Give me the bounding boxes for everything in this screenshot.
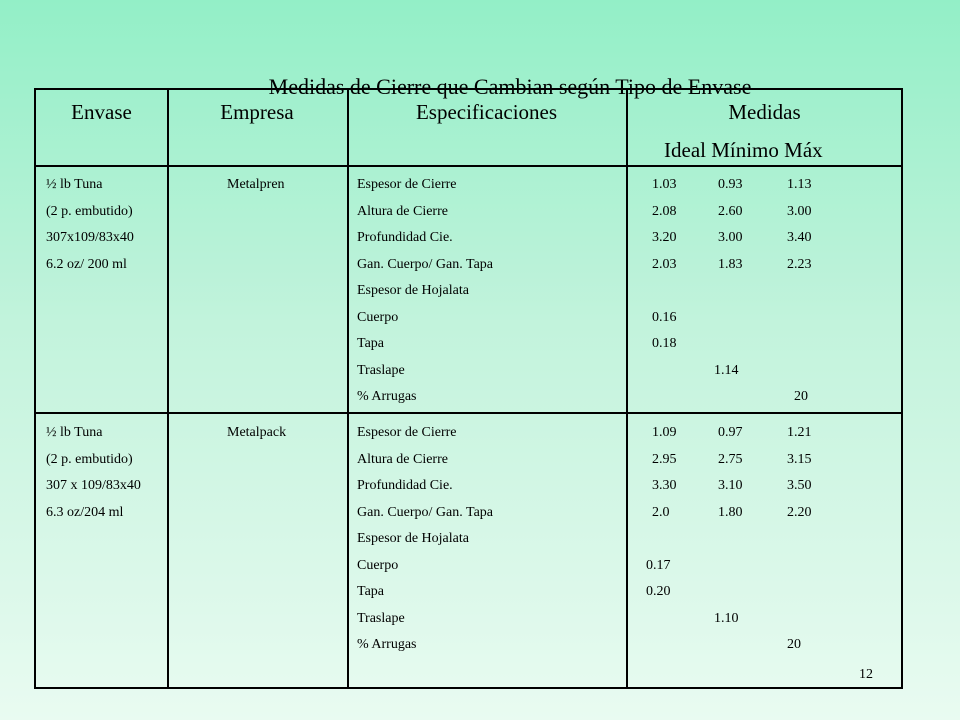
envase-cell [46, 172, 134, 278]
medida-line [626, 500, 903, 527]
medida-ideal: 1.09 [652, 425, 677, 440]
header-medidas: Medidas [728, 100, 801, 124]
specs-table [34, 88, 903, 689]
envase-line: 307 x 109/83x40 [46, 478, 141, 493]
header-medidas-sub: Ideal Mínimo Máx [664, 138, 823, 162]
spec-line: % Arrugas [357, 637, 417, 652]
spec-line: Altura de Cierre [357, 451, 448, 467]
column-divider [167, 90, 169, 687]
medida-min: 0.97 [718, 425, 743, 440]
medida-ideal: 2.95 [652, 451, 677, 467]
medida-ideal: 0.20 [646, 584, 671, 599]
medida-line [626, 579, 903, 606]
medida-min: 1.83 [718, 256, 743, 272]
medida-ideal: 0.16 [652, 309, 677, 325]
empresa-cell [227, 420, 286, 447]
medidas-cell [626, 172, 903, 411]
medida-max: 20 [787, 637, 801, 652]
medida-max: 1.21 [787, 425, 812, 440]
medida-ideal: 2.03 [652, 256, 677, 272]
header-empresa: Empresa [220, 100, 294, 124]
medida-line [626, 606, 903, 633]
spec-line: Profundidad Cie. [357, 478, 453, 493]
spec-line: Espesor de Cierre [357, 177, 457, 192]
medida-ideal: 3.30 [652, 478, 677, 493]
medida-line [626, 447, 903, 474]
empresa-name: Metalpack [227, 425, 287, 440]
medida-max: 2.20 [787, 504, 812, 520]
medida-line [626, 384, 903, 411]
row-divider [36, 165, 901, 167]
medida-line [626, 278, 903, 305]
spec-line: Cuerpo [357, 309, 399, 325]
medida-min: 1.80 [718, 504, 743, 520]
empresa-name: Metalpren [227, 177, 285, 192]
medida-line [626, 420, 903, 447]
spec-line: Espesor de Hojalata [357, 531, 469, 546]
medida-max: 3.50 [787, 478, 812, 493]
medida-min: 3.00 [718, 230, 743, 245]
spec-line: Gan. Cuerpo/ Gan. Tapa [357, 256, 494, 272]
medida-min: 1.10 [714, 610, 739, 626]
medida-ideal: 2.0 [652, 504, 670, 520]
medida-line [626, 553, 903, 580]
medida-line [626, 632, 903, 659]
medidas-cell [626, 420, 903, 659]
envase-line: (2 p. embutido) [46, 451, 133, 467]
envase-line: 6.3 oz/204 ml [46, 504, 124, 520]
medida-ideal: 3.20 [652, 230, 677, 245]
medida-line [626, 473, 903, 500]
envase-line: 6.2 oz/ 200 ml [46, 256, 127, 272]
medida-line [626, 252, 903, 279]
medida-min: 2.75 [718, 451, 743, 467]
envase-cell [46, 420, 141, 526]
envase-line: (2 p. embutido) [46, 203, 133, 219]
envase-line: ½ lb Tuna [46, 177, 103, 192]
medida-line [626, 199, 903, 226]
medida-line [626, 305, 903, 332]
medida-max: 3.00 [787, 203, 812, 219]
medida-min: 2.60 [718, 203, 743, 219]
specs-cell [357, 172, 493, 411]
medida-line [626, 331, 903, 358]
medida-max: 3.15 [787, 451, 812, 467]
row-divider [36, 412, 901, 414]
medida-ideal: 2.08 [652, 203, 677, 219]
spec-line: Tapa [357, 336, 385, 351]
slide-title: Medidas de Cierre que Cambian según Tipo de Envase [268, 74, 752, 99]
medida-line [626, 225, 903, 252]
medida-max: 20 [794, 389, 808, 404]
specs-cell [357, 420, 493, 659]
envase-line: ½ lb Tuna [46, 425, 103, 440]
spec-line: Profundidad Cie. [357, 230, 453, 245]
medida-min: 1.14 [714, 362, 739, 378]
spec-line: Espesor de Hojalata [357, 283, 469, 298]
medida-line [626, 526, 903, 553]
medida-min: 3.10 [718, 478, 743, 493]
column-divider [347, 90, 349, 687]
medida-line [626, 358, 903, 385]
empresa-cell [227, 172, 285, 199]
medida-max: 1.13 [787, 177, 812, 192]
spec-line: Traslape [357, 610, 405, 626]
spec-line: Gan. Cuerpo/ Gan. Tapa [357, 504, 494, 520]
spec-line: Cuerpo [357, 557, 399, 573]
spec-line: Altura de Cierre [357, 203, 448, 219]
envase-line: 307x109/83x40 [46, 230, 134, 245]
medida-min: 0.93 [718, 177, 743, 192]
header-envase: Envase [71, 100, 132, 124]
spec-line: Tapa [357, 584, 385, 599]
spec-line: % Arrugas [357, 389, 417, 404]
medida-line [626, 172, 903, 199]
medida-ideal: 0.18 [652, 336, 677, 351]
medida-max: 3.40 [787, 230, 812, 245]
medida-max: 2.23 [787, 256, 812, 272]
medida-ideal: 1.03 [652, 177, 677, 192]
spec-line: Espesor de Cierre [357, 425, 457, 440]
header-especificaciones: Especificaciones [415, 100, 558, 124]
page-number: 12 [859, 667, 873, 682]
spec-line: Traslape [357, 362, 405, 378]
medida-ideal: 0.17 [646, 557, 671, 573]
